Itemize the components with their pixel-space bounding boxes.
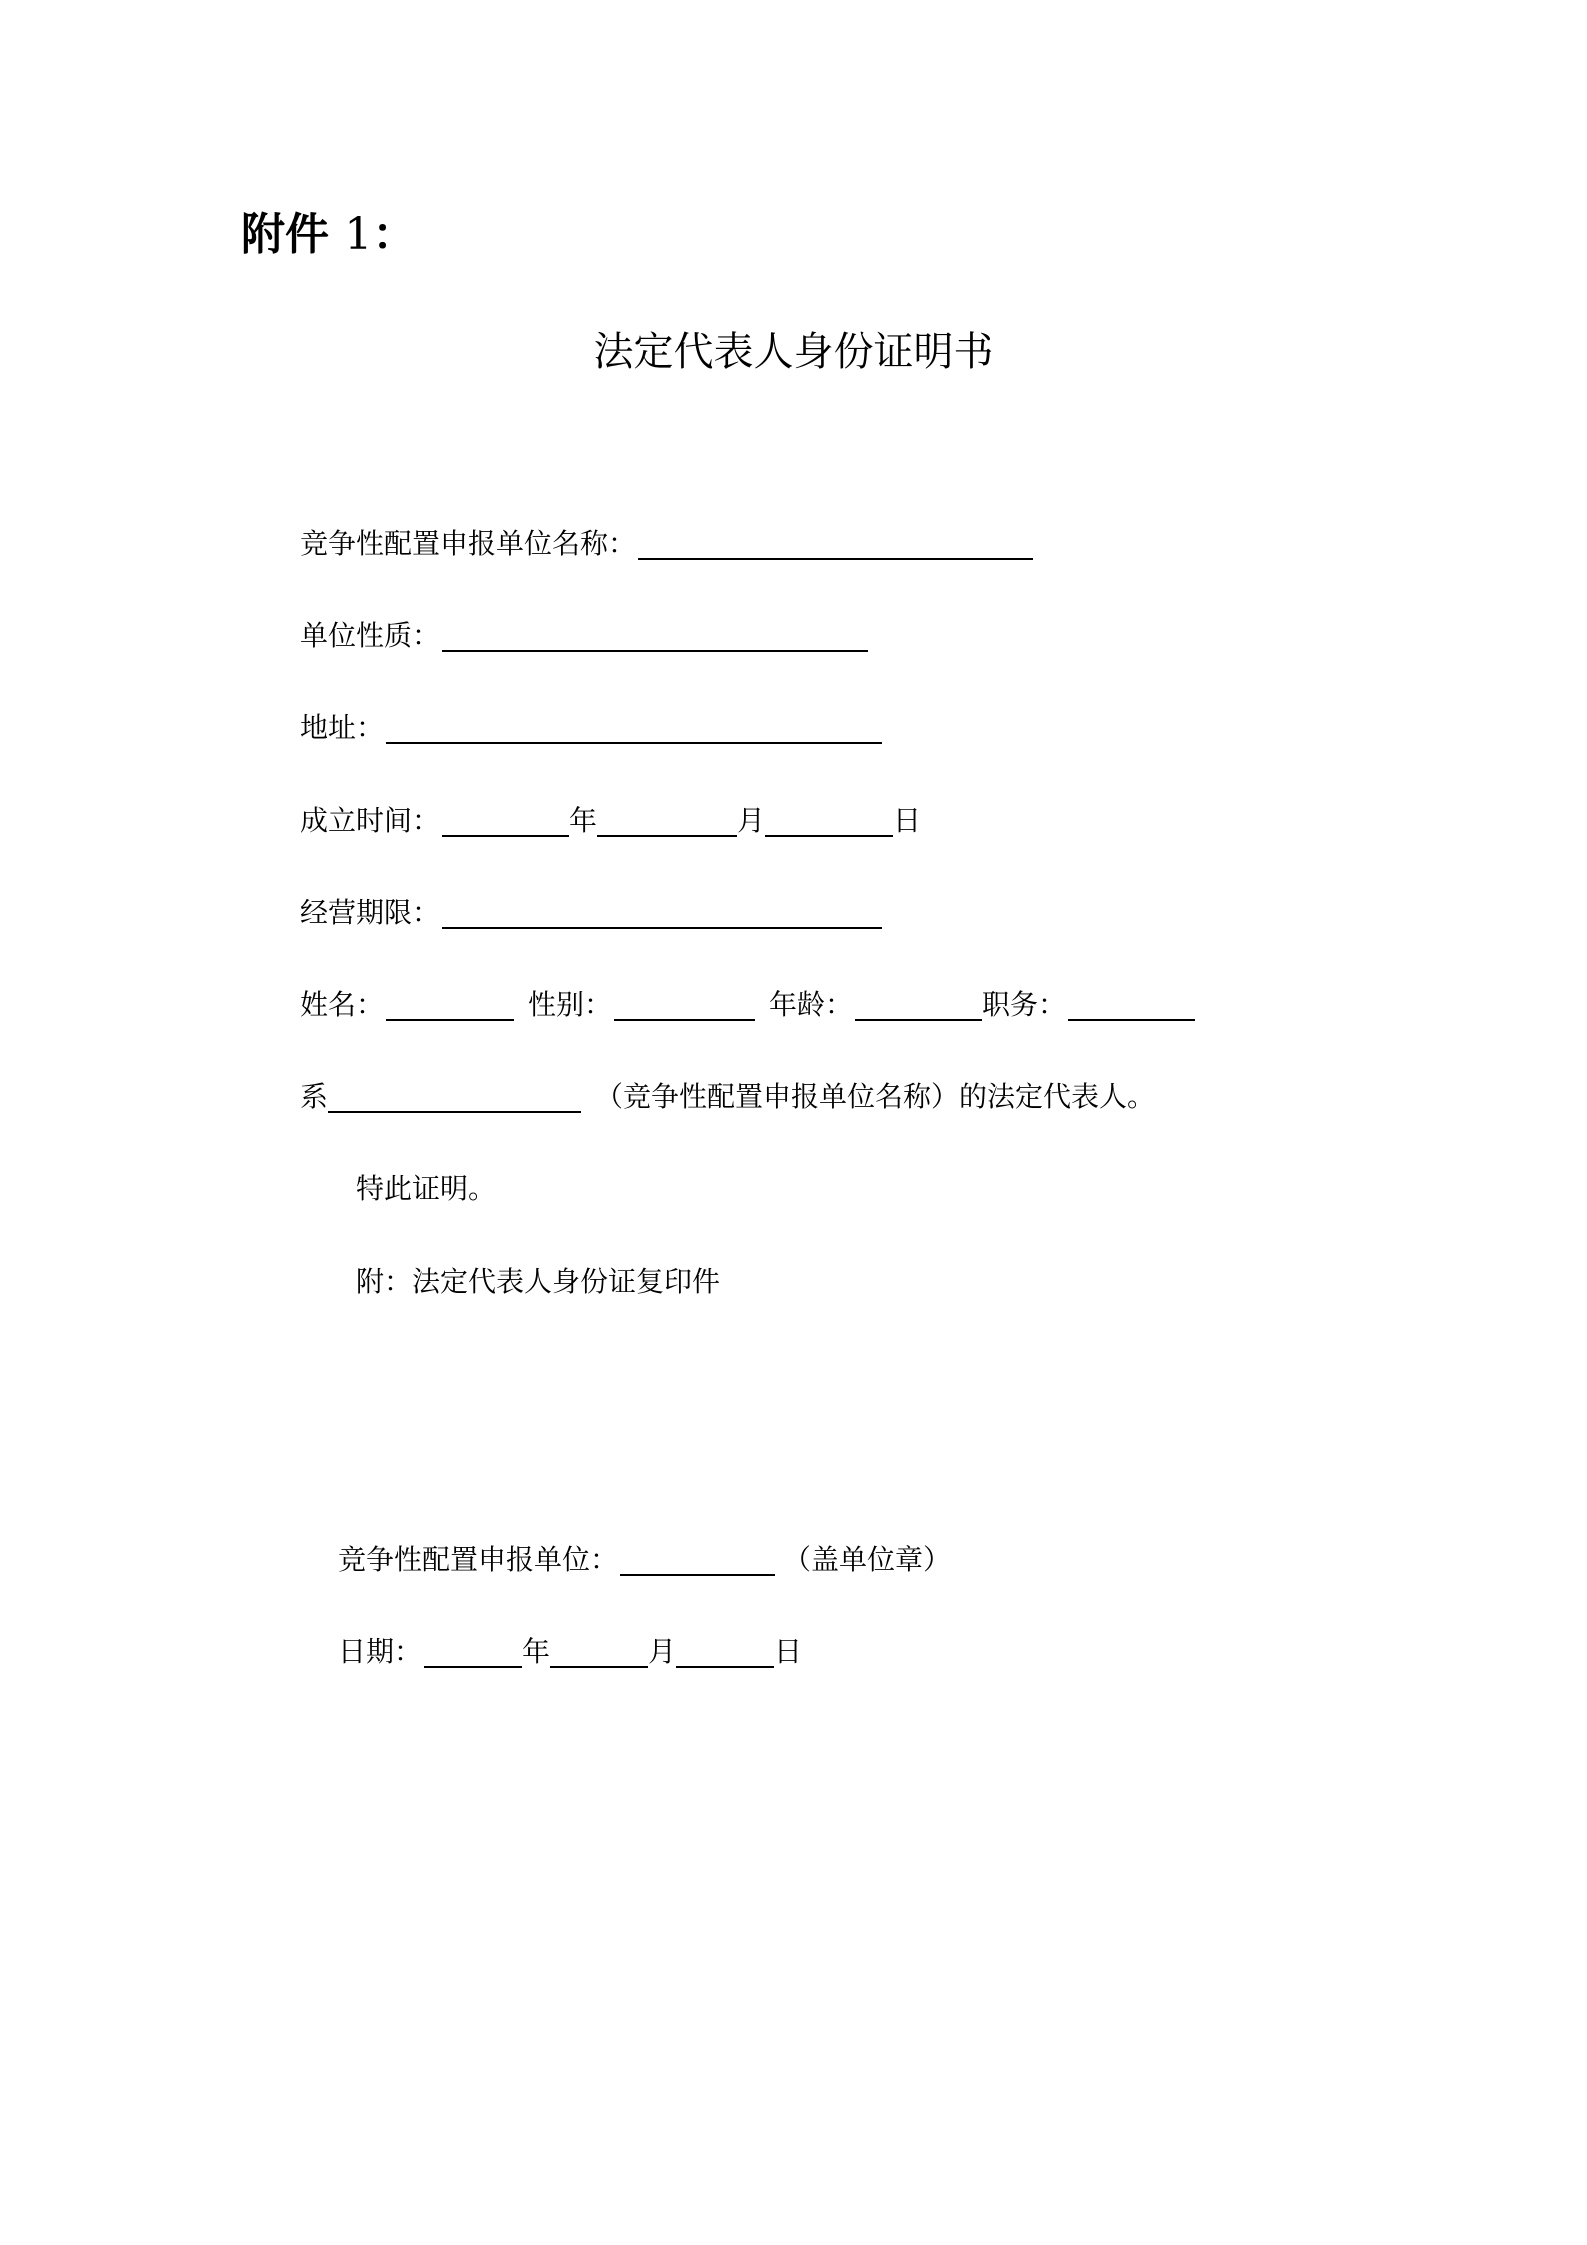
attachment-label: 附件 [241,209,329,260]
statement-prefix: 系 [300,1080,329,1113]
statement-suffix: （竞争性配置申报单位名称）的法定代表人。 [595,1080,1156,1113]
address-blank [386,712,882,744]
gender-label: 性别： [528,988,613,1021]
attachment-heading [241,205,416,265]
seal-note: （盖单位章） [783,1543,952,1576]
term-label: 经营期限： [300,896,441,929]
signature-date-label: 日期： [338,1635,423,1668]
signature-month-label: 月 [648,1635,677,1668]
unit-nature-row [300,614,868,658]
name-label: 姓名： [300,988,385,1021]
established-label: 成立时间： [300,804,441,837]
document-title: 法定代表人身份证明书 [593,329,994,375]
established-month-blank [597,805,737,837]
signature-unit-label: 竞争性配置申报单位： [338,1543,619,1576]
unit-name-blank [638,528,1033,560]
age-blank [855,989,982,1021]
position-blank [1068,989,1195,1021]
signature-month-blank [550,1636,648,1668]
established-year-label: 年 [569,804,598,837]
statement-row [300,1075,1155,1119]
position-label: 职务： [982,988,1067,1021]
signature-year-blank [424,1636,522,1668]
unit-name-row [300,522,1033,566]
signature-date-row [338,1630,802,1674]
personal-info-row [300,983,1195,1027]
signature-day-label: 日 [774,1635,803,1668]
address-row [300,706,882,750]
established-year-blank [442,805,569,837]
signature-unit-row [338,1538,951,1582]
established-day-blank [765,805,893,837]
attachment-note-text: 附：法定代表人身份证复印件 [356,1265,721,1298]
established-month-label: 月 [737,804,766,837]
attachment-colon: ： [372,209,417,260]
unit-name-label: 竞争性配置申报单位名称： [300,527,637,560]
certify-text: 特此证明。 [356,1172,497,1205]
signature-year-label: 年 [522,1635,551,1668]
term-row [300,891,882,935]
statement-blank [328,1081,581,1113]
unit-nature-label: 单位性质： [300,619,441,652]
name-blank [386,989,514,1021]
attachment-number: 1 [344,209,373,260]
signature-unit-blank [620,1544,775,1576]
attachment-note-row [356,1260,720,1304]
age-label: 年龄： [769,988,854,1021]
term-blank [442,897,882,929]
unit-nature-blank [442,620,868,652]
established-row [300,799,921,843]
gender-blank [614,989,755,1021]
established-day-label: 日 [893,804,922,837]
address-label: 地址： [300,711,385,744]
certify-row [356,1167,496,1211]
signature-day-blank [676,1636,774,1668]
